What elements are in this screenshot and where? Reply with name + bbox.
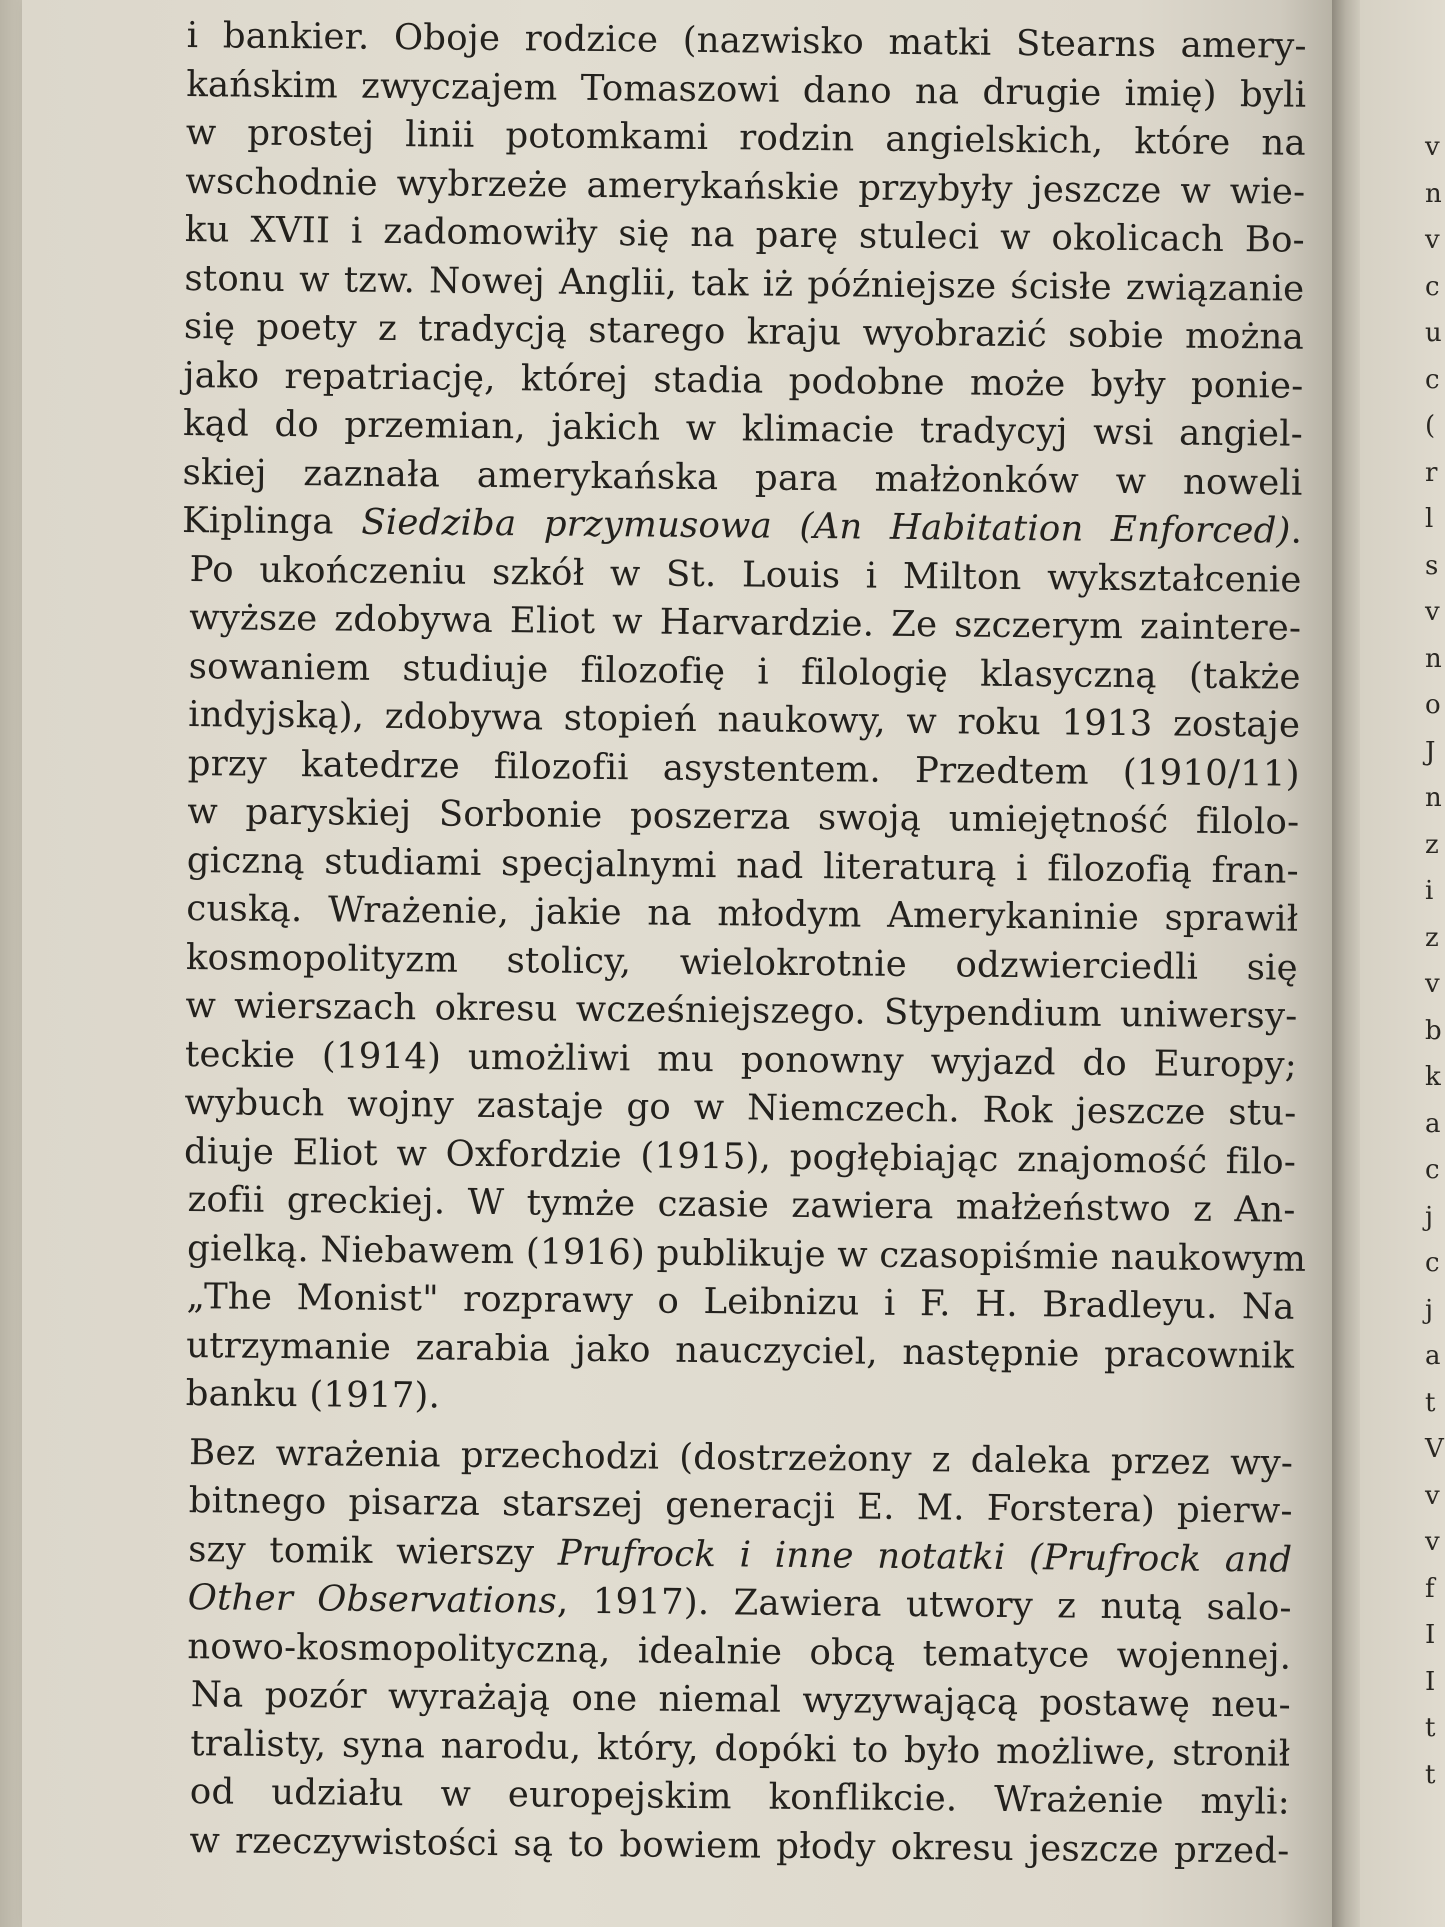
text-line: giczną studiami specjalnymi nad literaturą i filozofią fran- [186,839,1300,892]
text-line: przy katedrze filozofii asystentem. Przedtem (1910/11) [187,742,1300,795]
text-line: i bankier. Oboje rodzice (nazwisko matki Stearns amery- [186,14,1307,67]
facing-page-letter: v [1425,1480,1440,1511]
text-line: indyjską), zdobywa stopień naukowy, w roku 1913 zostaje [188,694,1301,746]
facing-page-letter: v [1425,132,1440,162]
text-line: tralisty, syna narodu, który, dopóki to było możliwe, stronił [190,1722,1291,1775]
facing-page-letter: z [1425,829,1439,860]
facing-page-letter: a [1425,1341,1441,1371]
text-line: w wierszach okresu wcześniejszego. Stypendium uniwersy- [185,985,1298,1037]
text-line: diuje Eliot w Oxfordzie (1915), pogłębiając znajomość filo- [183,1130,1297,1183]
text-line: nowo-kosmopolityczną, idealnie obcą tematyce wojennej. [187,1625,1292,1678]
text-line: od udziału w europejskim konflikcie. Wrażenie myli: [189,1771,1291,1823]
text-segment: . [1290,510,1303,552]
text-line: ku XVII i zadomowiły się na parę stuleci w okolicach Bo- [184,208,1306,261]
text-line: w prostej linii potomkami rodzin angielskich, które na [185,111,1306,164]
text-line: kosmopolityzm stolicy, wielokrotnie odzwierciedli się [185,936,1299,989]
facing-page-letter: z [1425,922,1439,953]
facing-page-letter: J [1425,736,1436,767]
text-line: bitnego pisarza starszej generacji E. M. Forstera) pierw- [188,1480,1293,1532]
text-line: utrzymanie zarabia jako nauczyciel, następnie pracownik [186,1324,1295,1377]
text-line: w paryskiej Sorbonie poszerza swoją umiejętność filolo- [187,791,1300,843]
facing-page-letter: c [1425,364,1440,395]
text-line: wyższe zdobywa Eliot w Harvardzie. Ze szczerym zaintere- [188,597,1302,649]
facing-page-letter: j [1425,1294,1434,1325]
facing-page-letter: c [1425,1155,1440,1185]
facing-page-letter: v [1425,969,1440,999]
facing-page-letter: n [1425,783,1442,813]
text-line: wybuch wojny zastaje go w Niemczech. Rok jeszcze stu- [184,1082,1297,1134]
facing-page-letter: b [1425,1015,1442,1046]
page-text [169,12,1307,1876]
book-page [22,0,1332,1927]
text-line: kąd do przemian, jakich w klimacie tradycyj wsi angiel- [182,402,1304,455]
text-line: stonu w tzw. Nowej Anglii, tak iż późniejsze ścisłe związanie [184,257,1305,310]
italic-title: Siedziba przymusowa (An Habitation Enforced) [361,501,1291,552]
facing-page-letter: V [1425,1434,1444,1464]
facing-page-letter: v [1425,1527,1440,1557]
text-line: w rzeczywistości są to bowiem płody okresu jeszcze przed- [189,1819,1290,1872]
text-line: cuską. Wrażenie, jakie na młodym Amerykaninie sprawił [186,888,1299,940]
facing-page-letter: a [1425,1108,1441,1139]
facing-page-letters [1425,124,1444,1798]
paragraph-start: Po ukończeniu szkół w St. Louis i Milton wykształcenie [189,548,1302,601]
facing-page-letter: s [1425,550,1439,581]
facing-page-letter: t [1425,1759,1436,1790]
facing-page-letter: I [1425,1666,1436,1697]
facing-page-letter: c [1425,271,1440,302]
text-segment: , 1917). Zawiera utwory z nutą salo- [556,1580,1292,1629]
facing-page-letter: ( [1425,411,1436,441]
facing-page-letter: j [1425,1201,1434,1232]
book-gutter [1332,0,1362,1927]
text-line: banku (1917). [185,1373,441,1417]
text-segment: szy tomik wierszy [188,1528,535,1573]
italic-title: Prufrock i inne notatki (Prufrock and [557,1532,1293,1581]
text-line: skiej zaznała amerykańska para małżonków w noweli [182,451,1303,504]
paragraph-start: Bez wrażenia przechodzi (dostrzeżony z daleka przez wy- [188,1431,1294,1484]
facing-page-letter: v [1425,597,1440,627]
text-line: sowaniem studiuje filozofię i filologię klasyczną (także [188,645,1301,698]
text-line: kańskim zwyczajem Tomaszowi dano na drugie imię) byli [186,63,1307,116]
italic-title: Other Observations [187,1577,558,1622]
text-line: Na pozór wyrażają one niemal wyzywającą postawę neu- [190,1674,1291,1726]
facing-page-letter: t [1425,1387,1436,1418]
facing-page-letter: t [1425,1713,1436,1743]
facing-page-letter: k [1425,1062,1441,1092]
facing-page-fragment [1360,0,1445,1927]
facing-page-letter: o [1425,690,1441,720]
text-line: wschodnie wybrzeże amerykańskie przybyły jeszcze w wie- [185,160,1306,213]
facing-page-letter: u [1425,318,1442,348]
facing-page-letter: v [1425,225,1440,255]
facing-page-letter: c [1425,1248,1440,1278]
text-line: jako repatriację, której stadia podobne może były ponie- [183,354,1304,407]
text-line: się poety z tradycją starego kraju wyobrazić sobie można [183,305,1305,358]
text-segment: Kiplinga [181,499,334,543]
facing-page-letter: l [1425,504,1434,534]
text-line: „The Monist" rozprawy o Leibnizu i F. H. Bradleyu. Na [186,1276,1295,1328]
facing-page-letter: r [1425,457,1438,488]
facing-page-letter: n [1425,643,1442,674]
facing-page-letter: I [1425,1620,1436,1650]
text-line: zofii greckiej. W tymże czasie zawiera małżeństwo z An- [187,1179,1296,1231]
facing-page-letter: f [1425,1573,1435,1604]
text-line: teckie (1914) umożliwi mu ponowny wyjazd do Europy; [184,1033,1298,1086]
text-line: gielką. Niebawem (1916) publikuje w czasopiśmie naukowym [186,1227,1307,1280]
facing-page-letter: i [1425,876,1434,906]
facing-page-letter: n [1425,178,1442,209]
